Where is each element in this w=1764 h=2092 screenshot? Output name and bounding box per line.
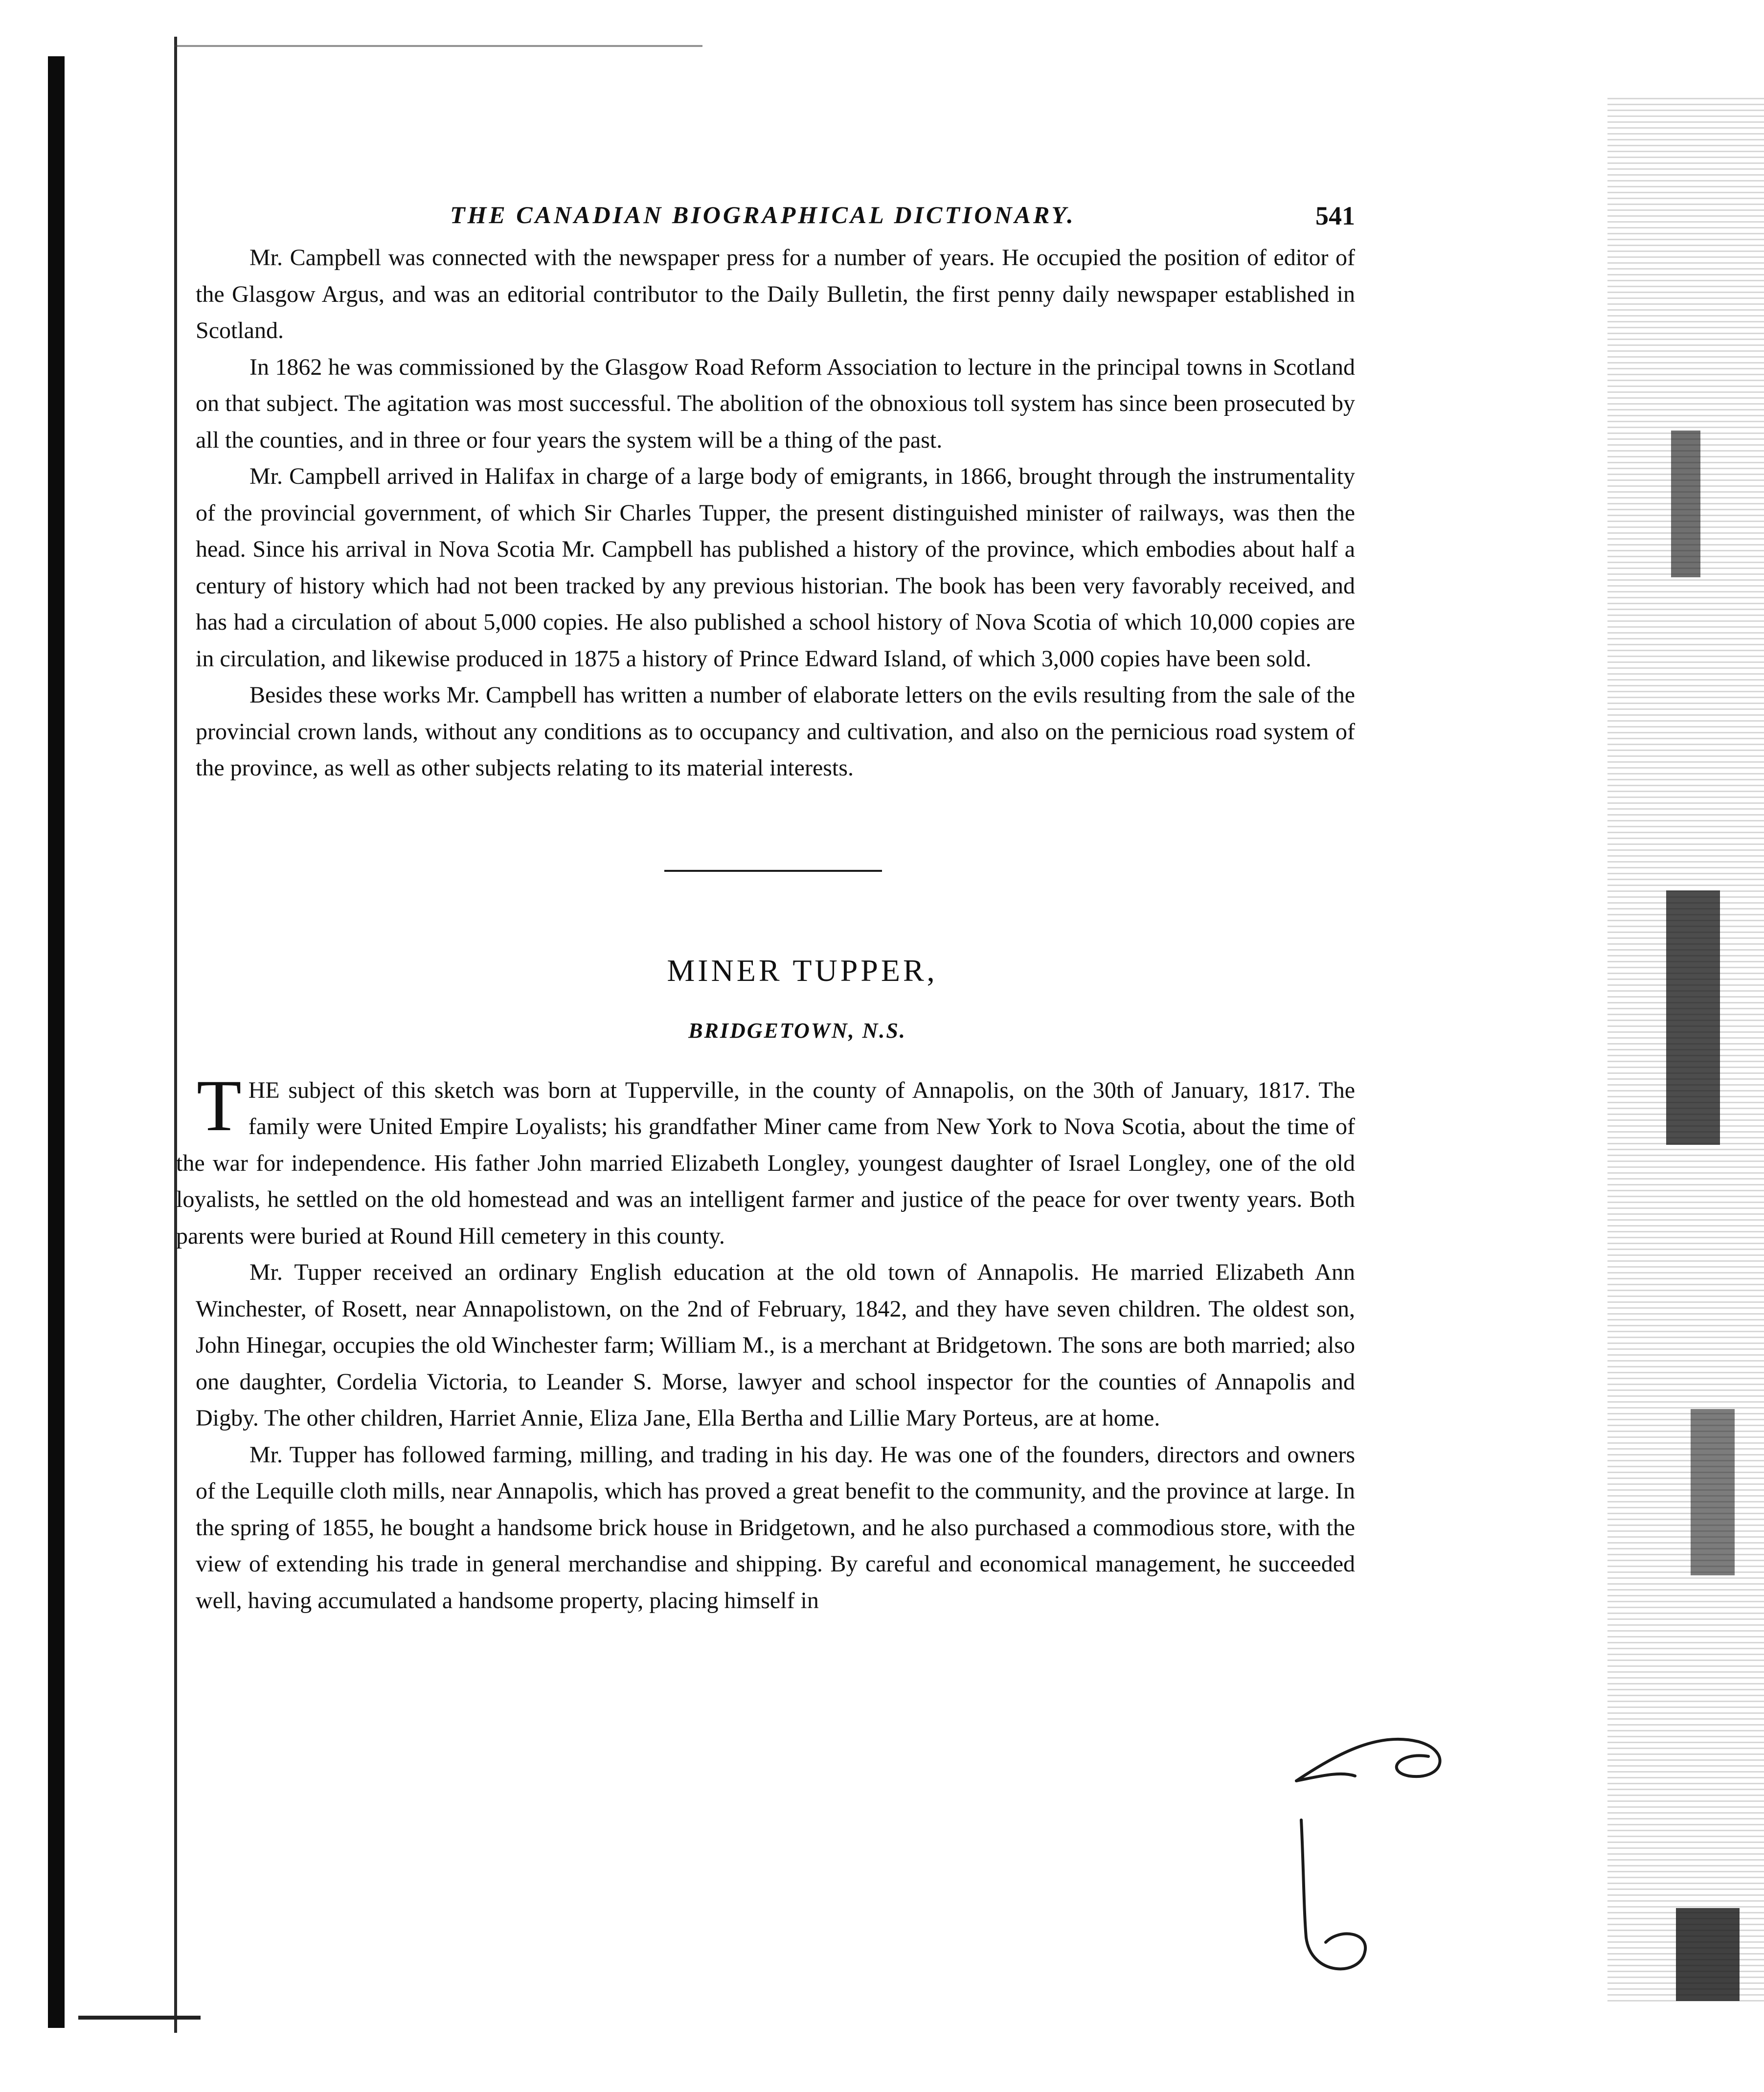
body-paragraph: Besides these works Mr. Campbell has written a number of elaborate letters on the evils resulting from the sale of the provincial crown lands, without any conditions as to occupancy and cultivation, and also on the pernicious road system of the province, as well as other subjects relating to its material interests. — [196, 682, 1355, 781]
running-title: THE CANADIAN BIOGRAPHICAL DICTIONARY. — [450, 201, 1076, 228]
campbell-section — [176, 240, 1370, 787]
scan-foot-mark — [78, 2016, 201, 2020]
scan-edge-bar — [48, 56, 65, 2028]
scan-blot — [1676, 1908, 1740, 2001]
body-paragraph: In 1862 he was commissioned by the Glasgow Road Reform Association to lecture in the principal towns in Scotland on that subject. The agitation was most successful. The abolition of the obnoxious toll system has since been prosecuted by all the counties, and in three or four years the system will be a thing of the past. — [196, 354, 1355, 453]
handwritten-mark — [1282, 1722, 1507, 1996]
page-number: 541 — [1315, 201, 1355, 230]
body-paragraph: Mr. Campbell was connected with the newspaper press for a number of years. He occupied the position of editor of the Glasgow Argus, and was an editorial contributor to the Daily Bulletin, the first penny daily newspaper established in Scotland. — [196, 245, 1355, 343]
scan-top-rule — [174, 45, 702, 47]
section-separator — [664, 870, 882, 872]
biography-place: BRIDGETOWN, N.S. — [688, 1018, 906, 1043]
body-paragraph: Mr. Campbell arrived in Halifax in charge of a large body of emigrants, in 1866, brought through the instrumentality of the provincial government, of which Sir Charles Tupper, the present distinguished minister of railways, was then the head. Since his arrival in Nova Scotia Mr. Campbell has published a history of the province, which embodies about half a century of history which had not been tracked by any previous historian. The book has been very favorably received, and has had a circulation of about 5,000 copies. He also published a school history of Nova Scotia of which 10,000 copies are in circulation, and likewise produced in 1875 a history of Prince Edward Island, of which 3,000 copies have been sold. — [196, 463, 1355, 672]
scan-blot — [1666, 890, 1720, 1145]
first-paragraph — [176, 1065, 1370, 1255]
tupper-section — [176, 953, 1370, 1619]
running-head — [176, 186, 1370, 240]
drop-cap: T — [197, 1065, 242, 1146]
page — [176, 186, 1370, 1619]
body-paragraph: Mr. Tupper has followed farming, milling, and trading in his day. He was one of the founders, directors and owners of the Lequille cloth mills, near Annapolis, which has proved a great benefit to the community, and the province at large. In the spring of 1855, he bought a handsome brick house in Bridgetown, and he also purchased a commodious store, with the view of extending his trade in general merchandise and shipping. By careful and economical management, he succeeded well, having accumulated a handsome property, placing himself in — [196, 1441, 1355, 1614]
scan-blot — [1671, 431, 1700, 577]
biography-name: MINER TUPPER, — [667, 953, 938, 988]
scan-blot — [1691, 1409, 1735, 1575]
body-paragraph: Mr. Tupper received an ordinary English education at the old town of Annapolis. He married Elizabeth Ann Winchester, of Rosett, near Annapolistown, on the 2nd of February, 1842, and they have seven children. The oldest son, John Hinegar, occupies the old Winchester farm; William M., is a merchant at Bridgetown. The sons are both married; also one daughter, Cordelia Victoria, to Leander S. Morse, lawyer and school inspector for the counties of Annapolis and Digby. The other children, Harriet Annie, Eliza Jane, Ella Bertha and Lillie Mary Porteus, are at home. — [196, 1259, 1355, 1431]
first-paragraph-text: HE subject of this sketch was born at Tupperville, in the county of Annapolis, on the 30th of January, 1817. The family were United Empire Loyalists; his grandfather Miner came from New York to Nova Scotia, about the time of the war for independence. His father John married Elizabeth Longley, youngest daughter of Israel Longley, one of the old loyalists, he settled on the old homestead and was an intelligent farmer and justice of the peace for over twenty years. Both parents were buried at Round Hill cemetery in this county. — [176, 1077, 1355, 1249]
biography-body — [176, 1254, 1370, 1619]
